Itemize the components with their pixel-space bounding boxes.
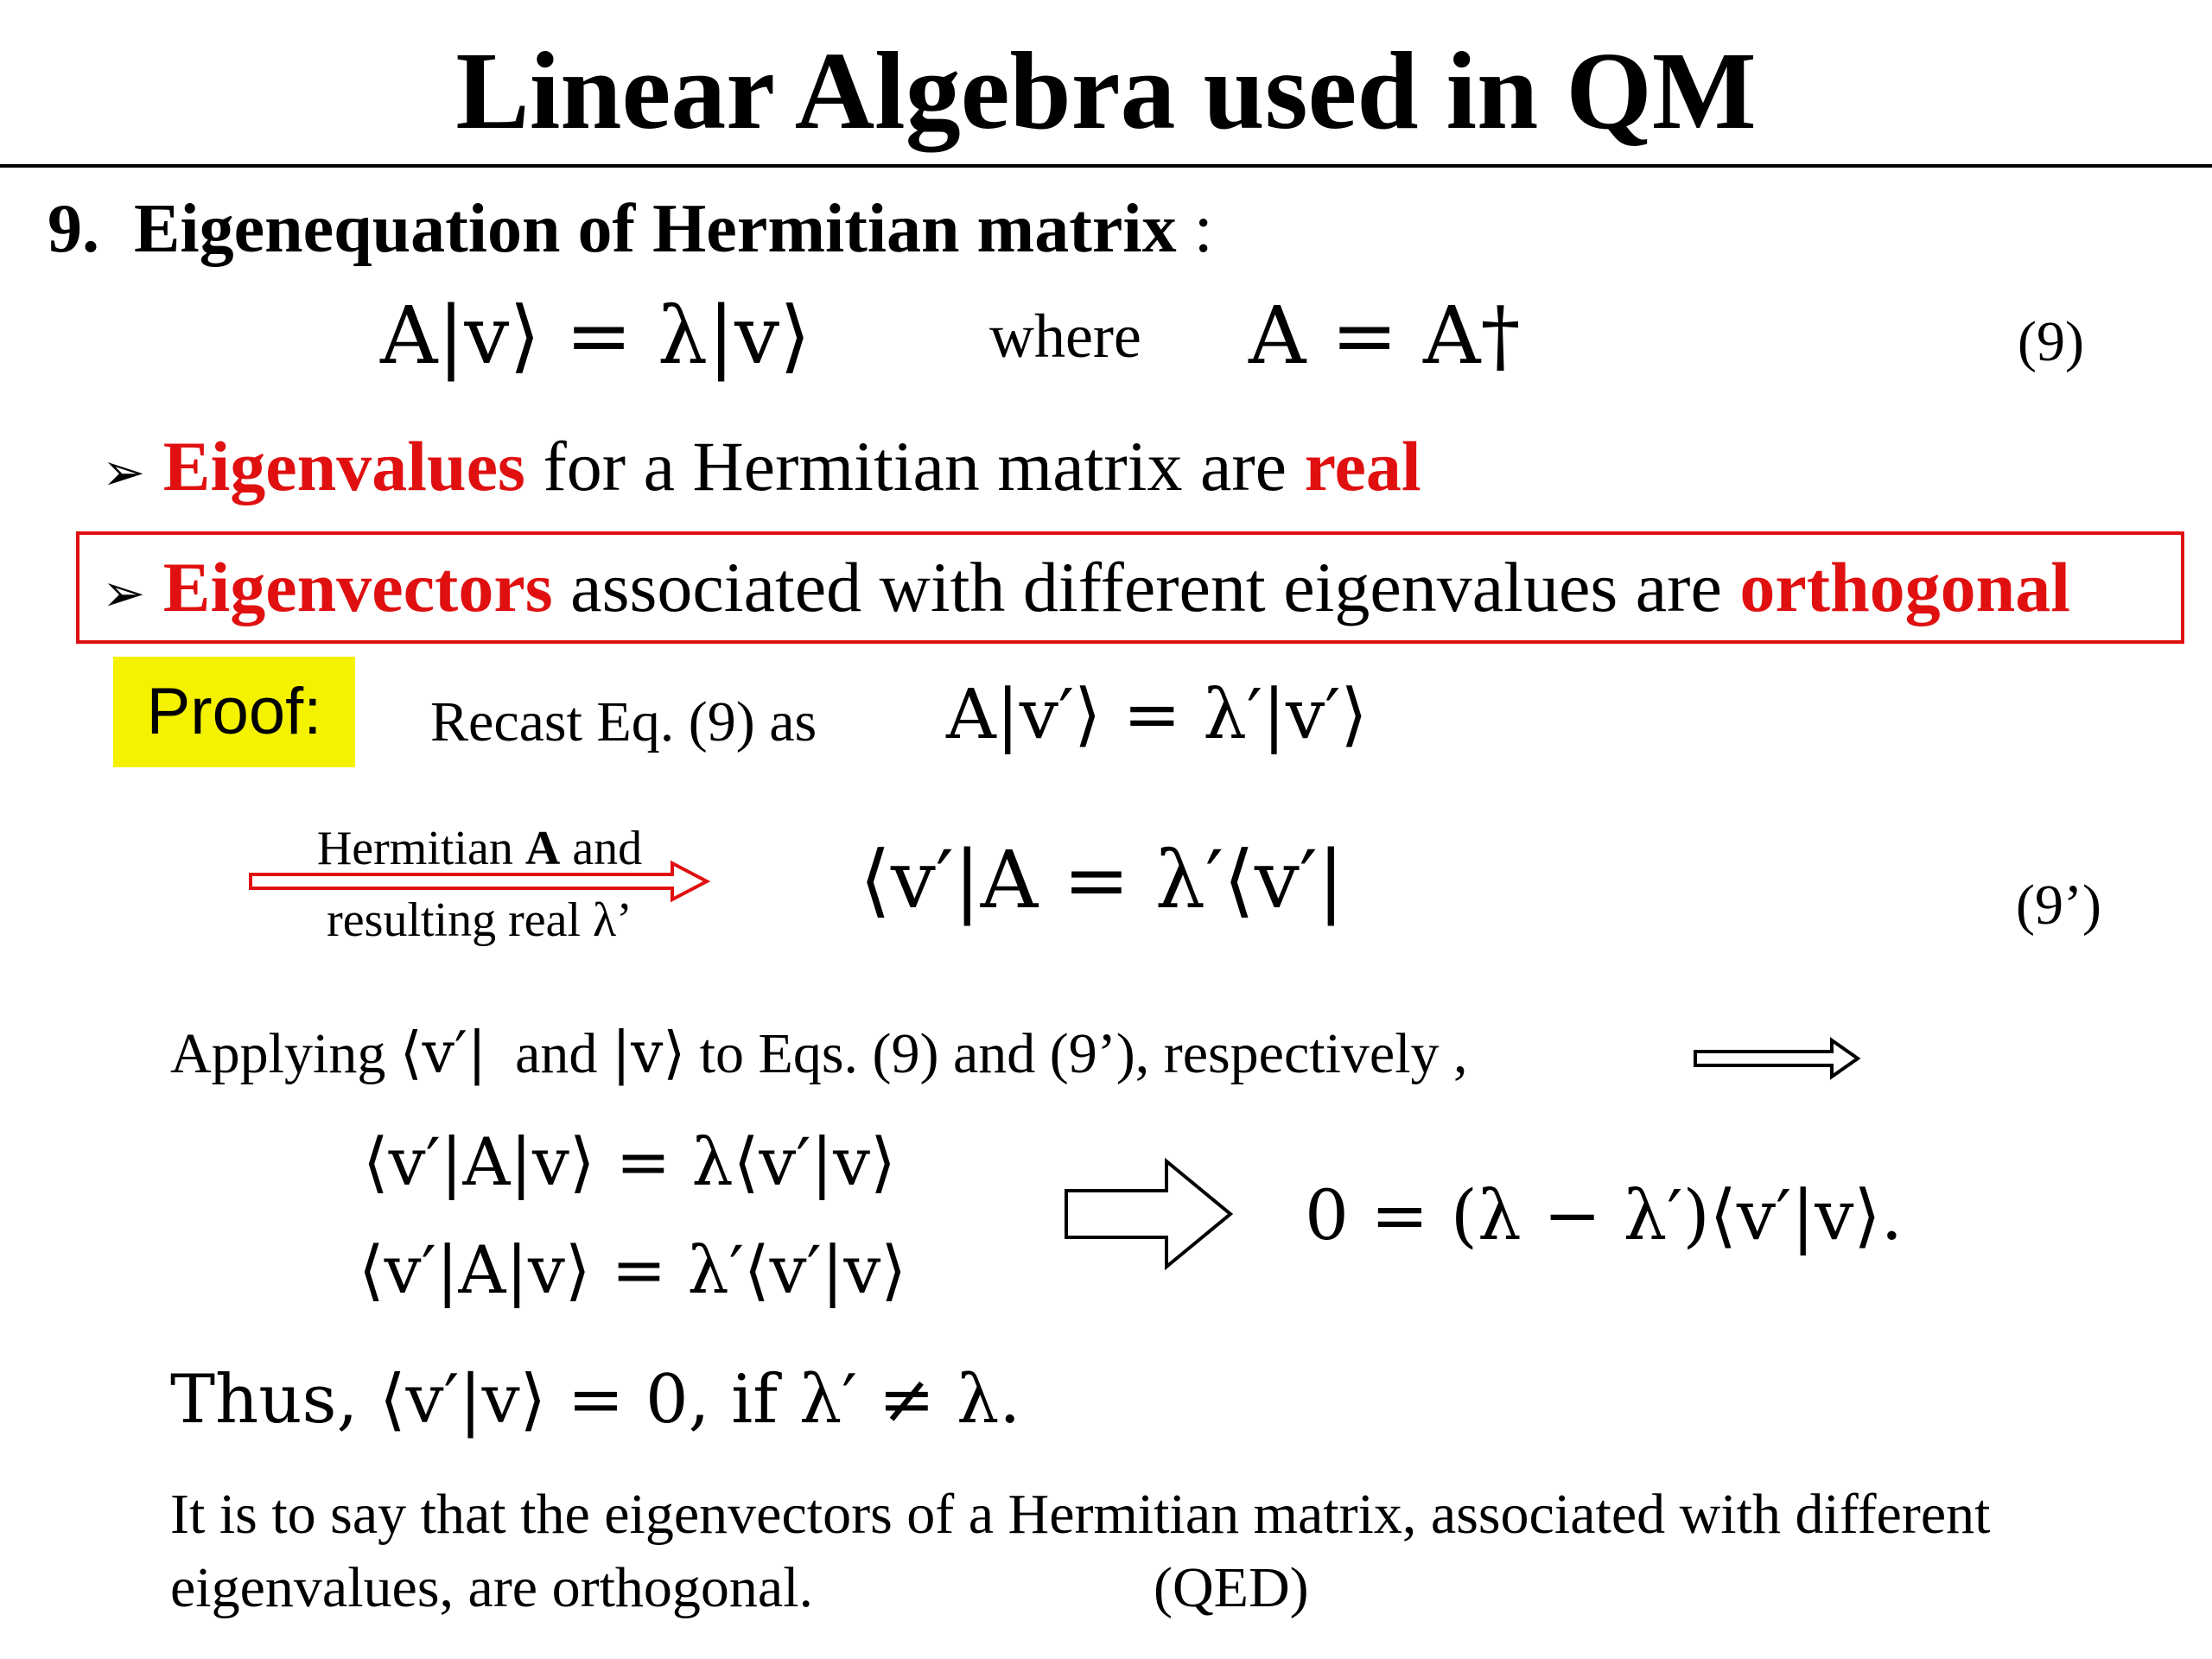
applying-rest: to Eqs. (9) and (9’), respectively , [699, 1022, 1468, 1085]
section-number: 9. [48, 191, 99, 267]
equation-number-9-prime: (9’) [2016, 874, 2101, 937]
bullet-arrow-icon: ➢ [102, 565, 146, 622]
equation-line-2: ⟨v′|A|v⟩ = λ′⟨v′|v⟩ [359, 1231, 906, 1308]
title-divider [0, 164, 2212, 168]
applying-bra: ⟨v′| [399, 1020, 487, 1086]
conclusion-line-1: It is to say that the eigenvectors of a Hermitian matrix, associated with different [170, 1483, 1991, 1546]
proof-label: Proof: [113, 657, 355, 767]
section-colon: : [1193, 191, 1213, 267]
bullet-strong: Eigenvectors [162, 548, 553, 626]
applying-line [170, 1020, 1468, 1087]
slide-title: Linear Algebra used in QM [455, 29, 1757, 152]
big-implies-arrow-icon [1063, 1158, 1236, 1270]
bullet-strong: Eigenvalues [162, 427, 525, 505]
arrow-label-matrix: A [524, 822, 561, 875]
result-equation: 0 = (λ − λ′)⟨v′|v⟩. [1305, 1175, 1904, 1255]
recast-equation: A|v′⟩ = λ′|v′⟩ [946, 674, 1368, 754]
arrow-label-word: Hermitian [316, 822, 513, 875]
section-heading [48, 186, 1213, 272]
arrow-label-and: and [572, 822, 643, 875]
bullet-end: orthogonal [1739, 548, 2071, 626]
bullet-end: real [1304, 427, 1421, 505]
hermitian-condition: A = A† [1249, 289, 1521, 382]
arrow-label-bottom: resulting real λ’ [327, 893, 632, 947]
bra-equation: ⟨v′|A = λ′⟨v′| [860, 834, 1344, 926]
conclusion-line-2: eigenvalues, are orthogonal. [170, 1556, 814, 1619]
bullet-arrow-icon: ➢ [102, 444, 146, 501]
applying-ket: |v⟩ [611, 1020, 686, 1086]
bullet-text: for a Hermitian matrix are [543, 427, 1287, 505]
recast-text: Recast Eq. (9) as [430, 690, 817, 753]
qed-mark: (QED) [1154, 1556, 1309, 1619]
implies-arrow-icon [1694, 1037, 1862, 1080]
bullet-eigenvalues [102, 423, 1421, 516]
equation-number-9: (9) [2018, 310, 2084, 373]
equation-line-1: ⟨v′|A|v⟩ = λ⟨v′|v⟩ [363, 1123, 896, 1200]
thus-statement: Thus, ⟨v′|v⟩ = 0, if λ′ ≠ λ. [170, 1361, 1021, 1439]
applying-and: and [515, 1022, 598, 1085]
bullet-text: associated with different eigenvalues are [570, 548, 1722, 626]
applying-word: Applying [170, 1022, 386, 1085]
bullet-eigenvectors [102, 544, 2070, 637]
where-label: where [989, 302, 1141, 371]
section-title: Eigenequation of Hermitian matrix [134, 191, 1177, 267]
eigen-equation: A|v⟩ = λ|v⟩ [380, 289, 811, 382]
